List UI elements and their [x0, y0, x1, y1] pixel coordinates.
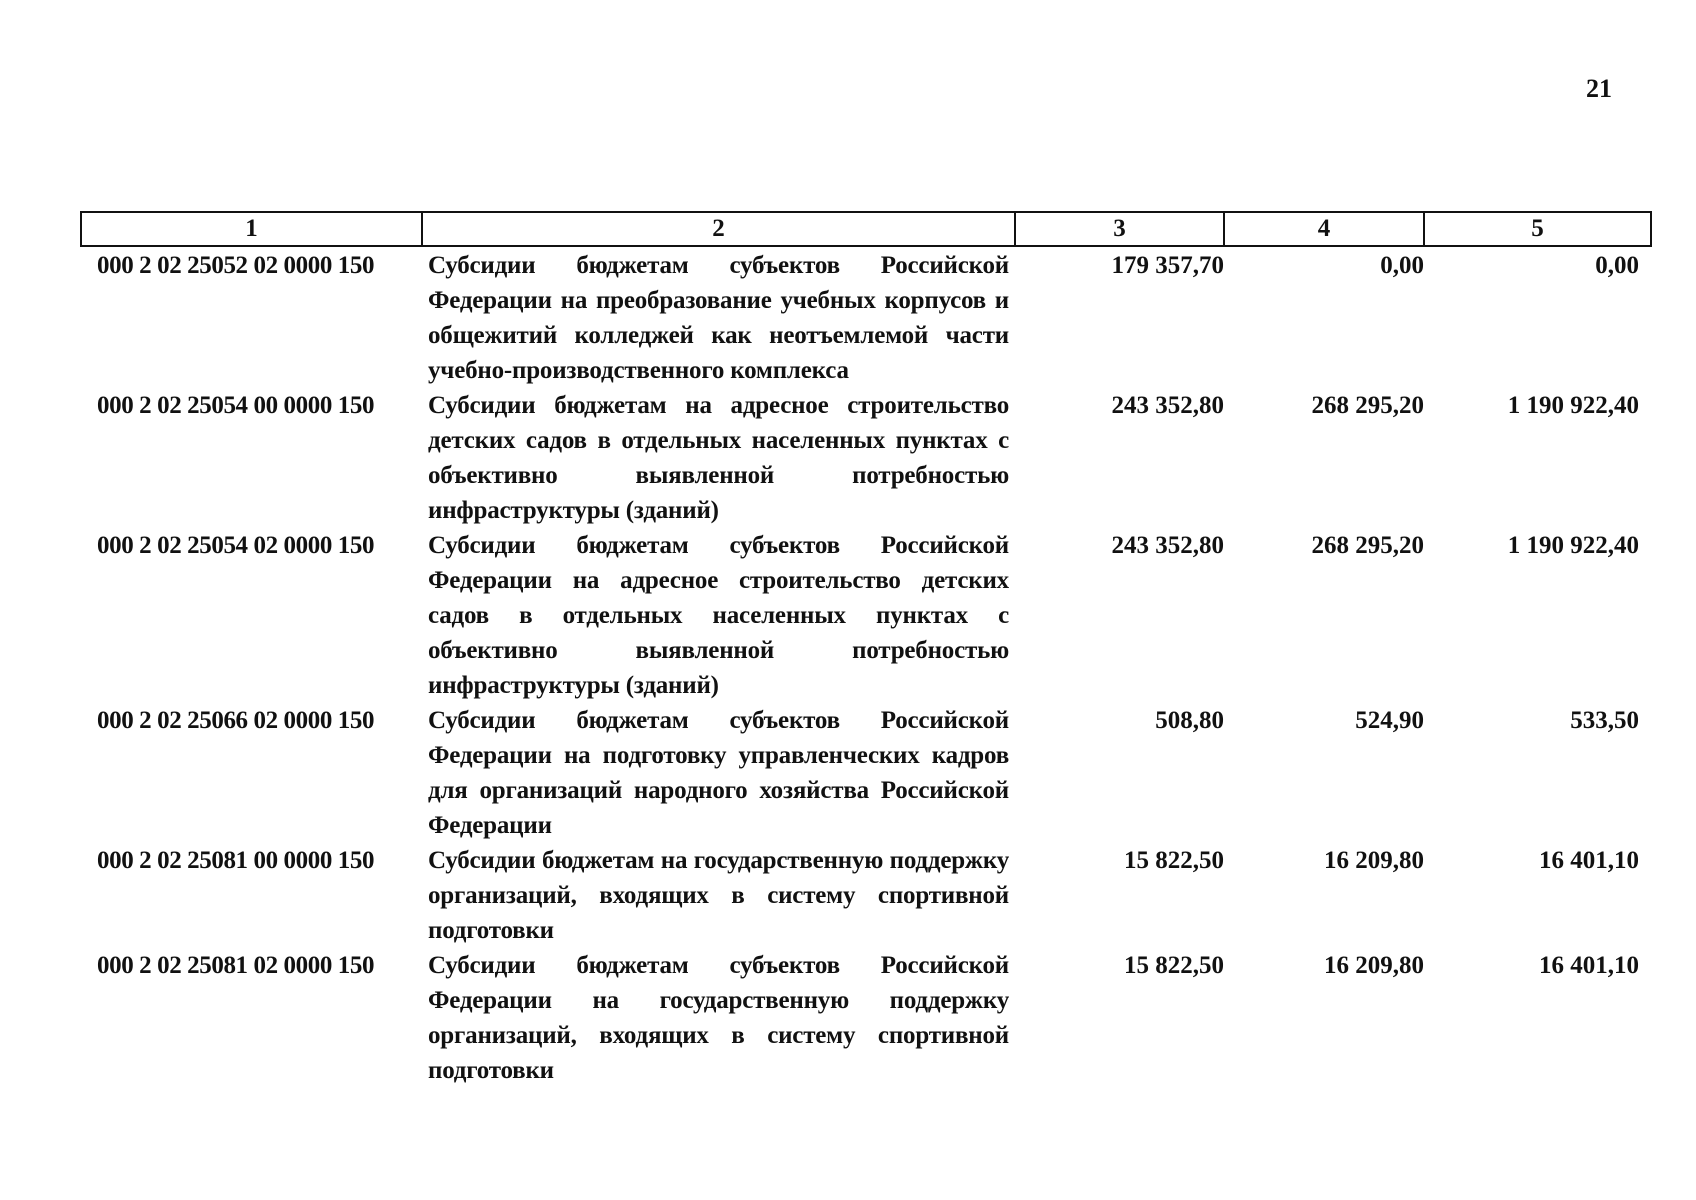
value-col4: 16 209,80 — [1324, 847, 1424, 874]
table-header-row — [81, 212, 1651, 246]
description: Субсидии бюджетам субъектов Российской Федерации на адресное строительство детских садов в отдельных населенных пунктах с объективно выявленной потребностью инфраструктуры (зданий) — [428, 532, 1009, 699]
description: Субсидии бюджетам субъектов Российской Федерации на подготовку управленческих кадров для организаций народного хозяйства Российской Федерации — [428, 707, 1009, 839]
table-row — [81, 528, 1651, 703]
budget-code: 000 2 02 25066 02 0000 150 — [97, 707, 375, 734]
value-col5: 0,00 — [1595, 252, 1639, 279]
value-col4: 268 295,20 — [1311, 392, 1424, 419]
budget-code: 000 2 02 25081 02 0000 150 — [97, 952, 375, 979]
value-col5: 16 401,10 — [1539, 847, 1639, 874]
column-header-1: 1 — [81, 212, 422, 246]
table-row — [81, 388, 1651, 528]
value-col5: 1 190 922,40 — [1507, 392, 1639, 419]
description: Субсидии бюджетам субъектов Российской Федерации на преобразование учебных корпусов и общежитий колледжей как неотъемлемой части учебно-производственного комплекса — [428, 252, 1009, 384]
description: Субсидии бюджетам субъектов Российской Федерации на государственную поддержку организаций, входящих в систему спортивной подготовки — [428, 952, 1009, 1084]
column-header-3: 3 — [1015, 212, 1224, 246]
budget-code: 000 2 02 25052 02 0000 150 — [97, 252, 375, 279]
budget-code: 000 2 02 25054 00 0000 150 — [97, 392, 375, 419]
value-col3: 179 357,70 — [1111, 252, 1224, 279]
budget-code: 000 2 02 25081 00 0000 150 — [97, 847, 375, 874]
value-col3: 15 822,50 — [1124, 952, 1224, 979]
budget-table — [80, 211, 1652, 1088]
value-col5: 16 401,10 — [1539, 952, 1639, 979]
table-row — [81, 948, 1651, 1088]
value-col5: 533,50 — [1570, 707, 1639, 734]
value-col4: 0,00 — [1380, 252, 1424, 279]
description: Субсидии бюджетам на адресное строительство детских садов в отдельных населенных пунктах с объективно выявленной потребностью инфраструктуры (зданий) — [428, 392, 1009, 524]
value-col4: 268 295,20 — [1311, 532, 1424, 559]
value-col3: 243 352,80 — [1111, 392, 1224, 419]
table-row — [81, 246, 1651, 388]
column-header-4: 4 — [1224, 212, 1424, 246]
table-row — [81, 843, 1651, 948]
value-col4: 524,90 — [1355, 707, 1424, 734]
page-number: 21 — [1586, 74, 1612, 103]
table-row — [81, 703, 1651, 843]
column-header-2: 2 — [422, 212, 1015, 246]
value-col5: 1 190 922,40 — [1507, 532, 1639, 559]
value-col3: 508,80 — [1155, 707, 1224, 734]
value-col3: 15 822,50 — [1124, 847, 1224, 874]
value-col4: 16 209,80 — [1324, 952, 1424, 979]
value-col3: 243 352,80 — [1111, 532, 1224, 559]
column-header-5: 5 — [1424, 212, 1651, 246]
description: Субсидии бюджетам на государственную поддержку организаций, входящих в систему спортивной подготовки — [428, 847, 1009, 944]
budget-code: 000 2 02 25054 02 0000 150 — [97, 532, 375, 559]
